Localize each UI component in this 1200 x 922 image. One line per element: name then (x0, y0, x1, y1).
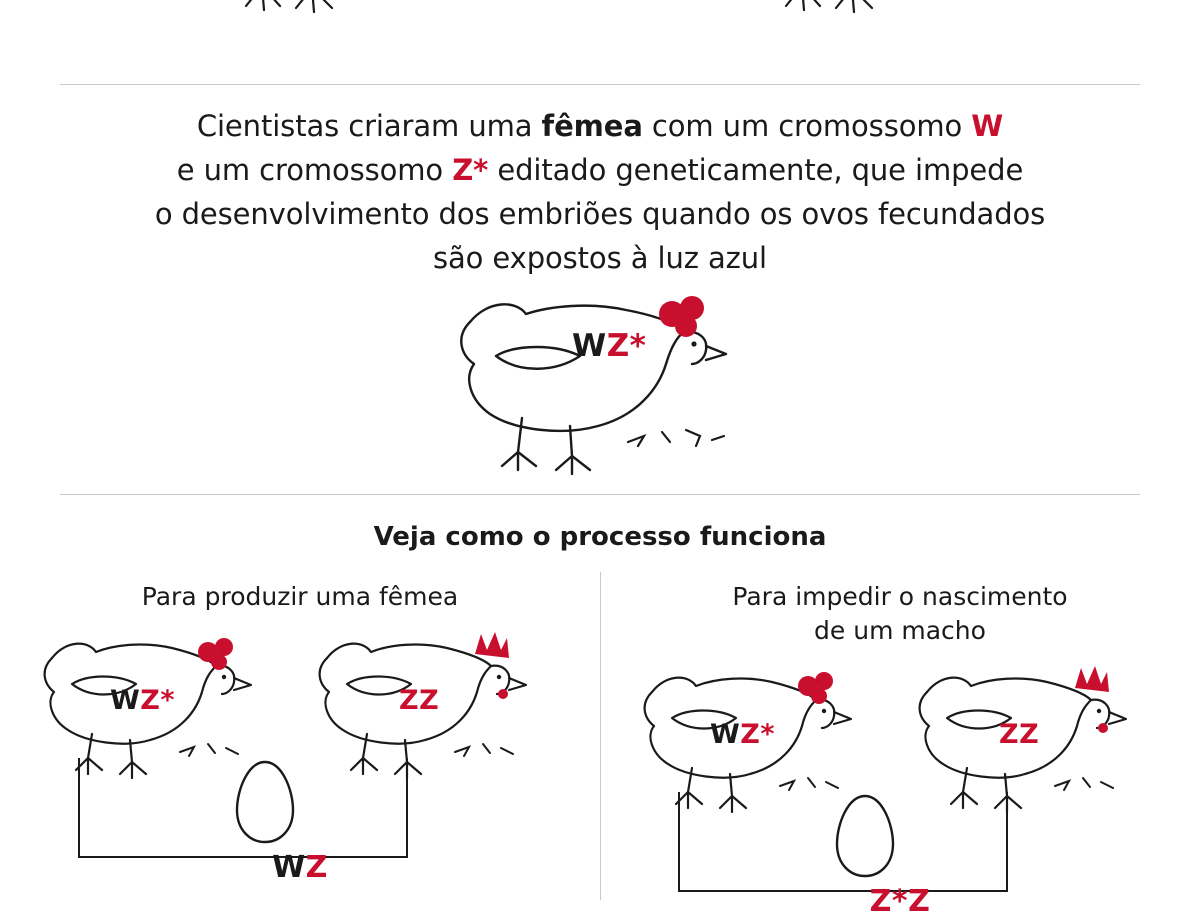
parent-left-genotype-z: Z* (140, 685, 175, 716)
ground-marks-icon (455, 744, 513, 756)
big-hen-genotype-z: Z* (606, 328, 647, 364)
comb-icon (659, 296, 704, 337)
bracket-line-left (78, 758, 80, 858)
cropped-chicken-right (780, 0, 1100, 40)
section-title: Veja como o processo funciona (373, 522, 827, 552)
column-left-cross (0, 628, 600, 888)
comb-icon (475, 632, 509, 658)
comb-icon (198, 638, 233, 670)
parent-left-genotype-z: Z* (740, 719, 775, 750)
column-right-cross (600, 662, 1200, 922)
parent-left-genotype (110, 685, 175, 716)
intro-line2-chromosome-z: Z* (452, 153, 489, 187)
intro-line-3: o desenvolvimento dos embriões quando os ovos fecundados (154, 197, 1046, 231)
divider-top (60, 84, 1140, 85)
parent-right-genotype-z: ZZ (399, 685, 440, 716)
divider-middle (60, 494, 1140, 495)
intro-line-4: são expostos à luz azul (432, 241, 768, 275)
parent-left-genotype (710, 719, 775, 750)
egg-icon (830, 790, 900, 880)
column-left-title: Para produzir uma fêmea (141, 582, 459, 611)
offspring-genotype-left (0, 850, 600, 885)
egg-illustration-left (230, 756, 300, 846)
offspring-right-z: Z*Z (869, 884, 931, 919)
intro-line1-bold: fêmea (541, 109, 643, 143)
big-hen-genotype-w: W (572, 328, 607, 364)
column-right-title-line2: de um macho (814, 616, 986, 645)
parent-rooster-left-column (305, 628, 555, 778)
parent-right-genotype-z: ZZ (999, 719, 1040, 750)
parent-right-genotype (399, 685, 439, 716)
intro-line-1 (0, 104, 1200, 148)
offspring-left-w: W (272, 850, 306, 885)
column-prevent-male (600, 580, 1200, 922)
intro-line1-part-b: com um cromossomo (642, 109, 972, 143)
column-produce-female (0, 580, 600, 888)
parent-left-genotype-w: W (710, 719, 741, 750)
parent-right-genotype (999, 719, 1039, 750)
big-hen-genotype (572, 328, 646, 364)
egg-illustration-right (830, 790, 900, 880)
wattle-icon (498, 689, 508, 699)
bracket-line-right (406, 758, 408, 858)
comb-icon (798, 672, 833, 704)
intro-line2-part-a: e um cromossomo (176, 153, 453, 187)
ground-marks-icon (780, 778, 838, 790)
offspring-left-z: Z (305, 850, 328, 885)
ground-marks-icon (180, 744, 238, 756)
egg-icon (230, 756, 300, 846)
bracket-line-right (1006, 792, 1008, 892)
column-right-title (600, 580, 1200, 648)
big-hen-illustration (430, 280, 810, 480)
bracket-line-left (678, 792, 680, 892)
column-right-title-line1: Para impedir o nascimento (732, 582, 1068, 611)
parent-rooster-right-column (905, 662, 1155, 812)
hen-icon (430, 280, 790, 480)
top-cropped-chickens-row (0, 0, 1200, 20)
ground-marks-icon (1055, 778, 1113, 790)
offspring-genotype-right (600, 884, 1200, 919)
parent-left-genotype-w: W (110, 685, 141, 716)
ground-marks-icon (628, 430, 724, 446)
intro-line-2 (0, 148, 1200, 192)
wattle-icon (1098, 723, 1108, 733)
intro-line1-part-a: Cientistas criaram uma (196, 109, 542, 143)
intro-line1-chromosome-w: W (971, 109, 1004, 143)
intro-line2-part-b: editado geneticamente, que impede (488, 153, 1024, 187)
cropped-chicken-left (240, 0, 560, 40)
intro-paragraph (0, 104, 1200, 280)
comb-icon (1075, 666, 1109, 692)
